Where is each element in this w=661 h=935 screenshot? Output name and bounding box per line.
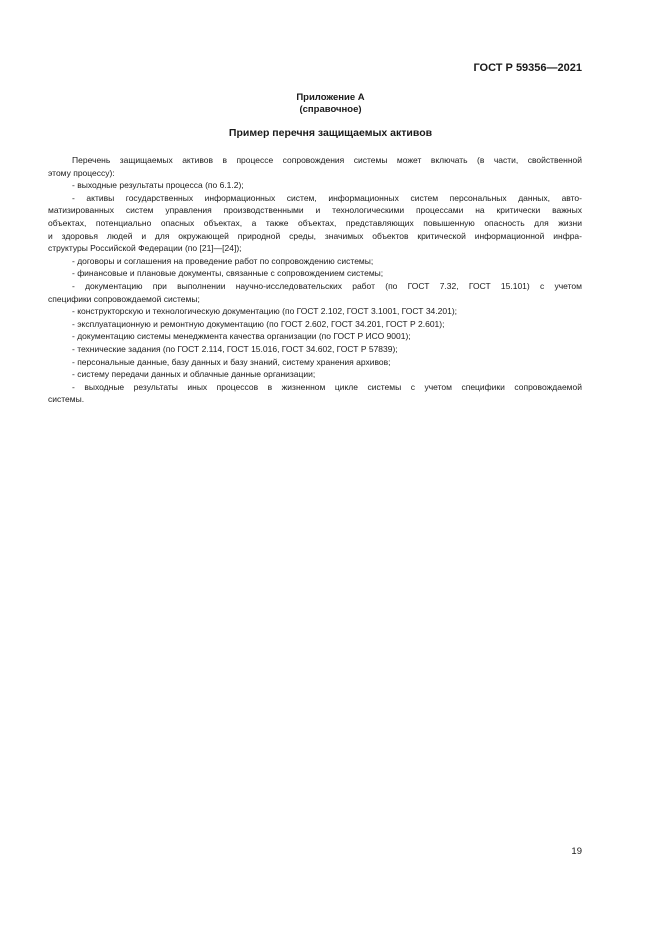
page-number: 19 (571, 846, 582, 857)
list-item: - выходные результаты процесса (по 6.1.2); (72, 180, 244, 191)
paragraph-line: матизированных систем управления производственными и технологическими процессами на критически важных (48, 205, 582, 216)
list-item: - конструкторскую и технологическую документацию (по ГОСТ 2.102, ГОСТ 3.1001, ГОСТ 34.201); (72, 306, 458, 317)
paragraph-line: объектах, потенциально опасных объектах, а также объектах, представляющих повышенную опасность для жизни (48, 217, 582, 228)
list-item: - эксплуатационную и ремонтную документацию (по ГОСТ 2.602, ГОСТ 34.201, ГОСТ Р 2.601); (72, 318, 445, 329)
section-title: Пример перечня защищаемых активов (228, 127, 433, 139)
list-item: - документацию при выполнении научно-исследовательских работ (по ГОСТ 7.32, ГОСТ 15.101) с учетом (72, 280, 582, 291)
list-item: - активы государственных информационных систем, информационных систем персональных данных, авто- (72, 192, 582, 203)
list-item: - документацию системы менеджмента качества организации (по ГОСТ Р ИСО 9001); (72, 331, 411, 342)
paragraph-line: и здоровья людей и для окружающей природной среды, значимых объектов критической информационной инфра- (48, 230, 582, 241)
list-item: - технические задания (по ГОСТ 2.114, ГОСТ 15.016, ГОСТ 34.602, ГОСТ Р 57839); (72, 343, 398, 354)
list-item: - выходные результаты иных процессов в жизненном цикле системы с учетом специфики сопровождаемой (72, 381, 582, 392)
list-item: - систему передачи данных и облачные данные организации; (72, 369, 316, 380)
paragraph-line: структуры Российской Федерации (по [21]—[24]); (48, 243, 242, 254)
body-text (48, 154, 582, 406)
paragraph-line: Перечень защищаемых активов в процессе сопровождения системы может включать (в части, свойственной (72, 155, 582, 165)
paragraph-line: специфики сопровождаемой системы; (48, 293, 200, 304)
paragraph-line: системы. (48, 394, 85, 405)
document-code: ГОСТ Р 59356—2021 (473, 62, 582, 74)
list-item: - договоры и соглашения на проведение работ по сопровождению системы; (72, 255, 374, 266)
appendix-type: (справочное) (299, 104, 362, 115)
appendix-label: Приложение А (296, 92, 365, 103)
list-item: - финансовые и плановые документы, связанные с сопровождением системы; (72, 268, 384, 279)
paragraph-line: этому процессу): (48, 167, 115, 178)
list-item: - персональные данные, базу данных и базу знаний, систему хранения архивов; (72, 356, 391, 367)
